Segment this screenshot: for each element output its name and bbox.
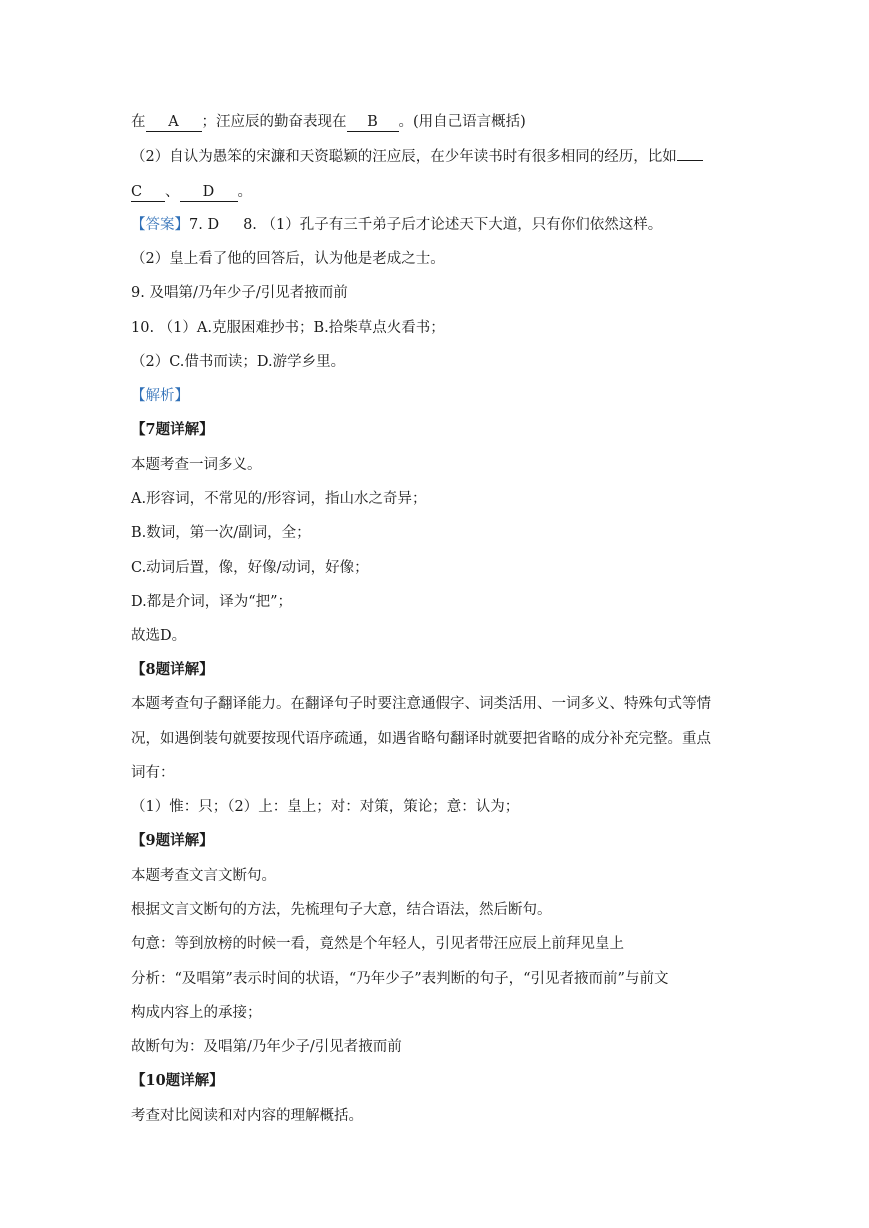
blank-a: A xyxy=(146,113,202,132)
body-line: C.动词后置，像，好像/动词，好像； xyxy=(131,560,369,576)
answer-text-line: （2）皇上看了他的回答后，认为他是老成之士。 xyxy=(131,251,445,267)
body-line: 句意：等到放榜的时候一看，竟然是个年轻人，引见者带汪应辰上前拜见皇上 xyxy=(131,936,624,952)
answer-q8: 8. （1）孔子有三千弟子后才论述天下大道，只有你们依然这样。 xyxy=(243,217,663,233)
question-10-part1-continuation xyxy=(131,112,751,132)
text-segment: 、 xyxy=(165,184,180,200)
blank-c: C xyxy=(131,183,165,202)
body-line: 考查对比阅读和对内容的理解概括。 xyxy=(131,1108,363,1124)
answer-text-line: 9. 及唱第/乃年少子/引见者掖而前 xyxy=(131,285,348,301)
body-line: 词有： xyxy=(131,765,175,781)
body-line: A.形容词，不常见的/形容词，指山水之奇异； xyxy=(131,491,427,507)
blank-trailing xyxy=(677,160,703,161)
body-line: D.都是介词，译为“把”； xyxy=(131,594,293,610)
body-line: 本题考查一词多义。 xyxy=(131,457,262,473)
analysis-label: 【解析】 xyxy=(131,388,189,404)
answer-text-line: （2）C.借书而读；D.游学乡里。 xyxy=(131,354,346,370)
body-line: 本题考查文言文断句。 xyxy=(131,868,276,884)
text-segment: 。 xyxy=(237,184,252,200)
section-title-q10: 【10题详解】 xyxy=(131,1072,224,1089)
body-line: （1）惟：只；（2）上：皇上；对：对策，策论；意：认为； xyxy=(131,799,520,815)
text-segment: 。(用自己语言概括) xyxy=(398,114,526,130)
question-10-part2-continuation xyxy=(131,182,751,202)
body-line: B.数词，第一次/副词，全； xyxy=(131,525,311,541)
section-title-q8: 【8题详解】 xyxy=(131,661,214,678)
blank-d: D xyxy=(180,183,238,202)
body-line: 故断句为：及唱第/乃年少子/引见者掖而前 xyxy=(131,1039,402,1055)
blank-b: B xyxy=(347,113,399,132)
answer-q7: 7. D xyxy=(189,217,220,233)
body-line: 本题考查句子翻译能力。在翻译句子时要注意通假字、词类活用、一词多义、特殊句式等情 xyxy=(131,696,711,712)
section-title-q9: 【9题详解】 xyxy=(131,832,214,849)
question-10-part2 xyxy=(131,147,751,167)
answer-label: 【答案】 xyxy=(131,217,189,233)
text-segment: 在 xyxy=(131,114,146,130)
body-line: 况，如遇倒装句就要按现代语序疏通，如遇省略句翻译时就要把省略的成分补充完整。重点 xyxy=(131,731,711,747)
body-line: 构成内容上的承接； xyxy=(131,1005,262,1021)
section-title-q7: 【7题详解】 xyxy=(131,421,214,438)
answer-line xyxy=(131,215,751,235)
text-segment: ；汪应辰的勤奋表现在 xyxy=(201,114,347,130)
answer-text-line: 10. （1）A.克服困难抄书；B.拾柴草点火看书； xyxy=(131,320,445,336)
body-line: 分析：“及唱第”表示时间的状语，“乃年少子”表判断的句子，“引见者掖而前”与前文 xyxy=(131,971,669,987)
text-segment: （2）自认为愚笨的宋濂和天资聪颖的汪应辰，在少年读书时有很多相同的经历，比如 xyxy=(131,149,677,165)
body-line: 故选D。 xyxy=(131,628,187,644)
body-line: 根据文言文断句的方法，先梳理句子大意，结合语法，然后断句。 xyxy=(131,902,552,918)
